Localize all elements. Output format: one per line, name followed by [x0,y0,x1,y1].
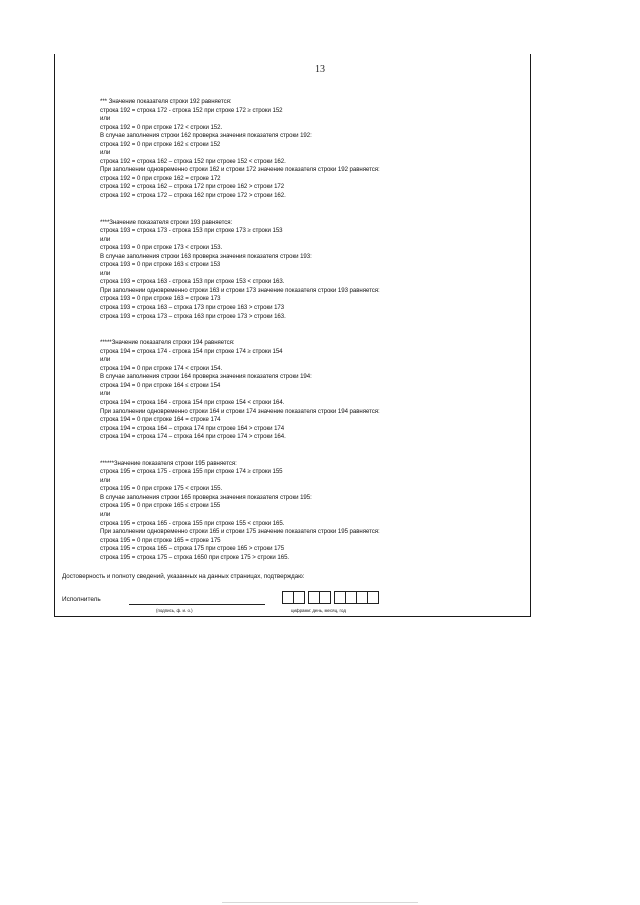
note-line: строка 193 = строка 173 - строка 153 при строке 173 ≥ строки 153 [100,227,283,235]
note-line: строка 194 = строка 164 - строка 154 при строке 154 < строки 164. [100,398,285,406]
note-line: строка 195 = 0 при строке 165 ≤ строки 155 [100,502,221,510]
date-digit-box[interactable] [283,592,294,603]
note-line: строка 195 = строка 165 – строка 175 при строке 165 > строки 175 [100,545,285,553]
note-line: строка 193 = строка 163 - строка 153 при строке 153 < строки 163. [100,278,285,286]
scan-edge-line [222,902,418,903]
note-line: строка 194 = строка 174 – строка 164 при строке 174 > строки 164. [100,433,286,441]
note-line: строка 193 = 0 при строке 173 < строки 153. [100,244,223,252]
note-line: или [100,269,111,277]
note-line: строка 194 = 0 при строке 164 = строке 174 [100,416,221,424]
date-digit-box[interactable] [320,592,330,603]
note-line: строка 192 = строка 172 - строка 152 при строке 172 ≥ строки 152 [100,106,283,114]
note-line: В случае заполнения строки 165 проверка значения показателя строки 195: [100,493,312,501]
note-line: При заполнении одновременно строки 164 и строки 174 значение показателя строки 194 равняется: [100,407,380,415]
date-month-boxes[interactable] [308,591,331,604]
note-line: строка 194 = 0 при строке 164 ≤ строки 154 [100,381,221,389]
note-line: В случае заполнения строки 163 проверка значения показателя строки 193: [100,252,312,260]
page-number: 13 [315,64,325,75]
note-line: строка 192 = строка 172 – строка 162 при строке 172 > строки 162. [100,192,286,200]
note-line: строка 192 = 0 при строке 162 ≤ строки 152 [100,140,221,148]
note-line: или [100,476,111,484]
note-line: строка 193 = 0 при строке 163 ≤ строки 153 [100,261,221,269]
note-line: При заполнении одновременно строки 163 и строки 173 значение показателя строки 193 равняется: [100,286,380,294]
date-field [282,591,379,604]
signature-caption: (подпись, ф. и. о.) [156,608,193,613]
note-line: ******Значение показателя строки 195 равняется: [100,459,237,467]
note-line: *****Значение показателя строки 194 равняется: [100,339,235,347]
note-line: строка 192 = 0 при строке 172 < строки 152. [100,123,223,131]
date-digit-box[interactable] [346,592,357,603]
date-digit-box[interactable] [368,592,378,603]
note-line: При заполнении одновременно строки 162 и строки 172 значение показателя строки 192 равняется: [100,166,380,174]
date-digit-box[interactable] [309,592,320,603]
note-line: строка 195 = строка 175 – строка 1650 при строке 175 > строки 165. [100,553,290,561]
note-line: В случае заполнения строки 162 проверка значения показателя строки 192: [100,132,312,140]
note-line: или [100,356,111,364]
date-digit-box[interactable] [335,592,346,603]
note-line: строка 192 = 0 при строке 162 = строке 172 [100,174,221,182]
date-caption: цифрами: день, месяц, год [291,608,346,613]
note-line: *** Значение показателя строки 192 равняется: [100,98,232,105]
note-line: строка 192 = строка 162 – строка 152 при строке 152 < строки 162. [100,157,286,165]
note-line: или [100,390,111,398]
executor-label: Исполнитель [62,596,101,603]
date-day-boxes[interactable] [282,591,305,604]
note-line: строка 195 = строка 165 - строка 155 при строке 155 < строки 165. [100,519,285,527]
date-digit-box[interactable] [294,592,304,603]
note-line: При заполнении одновременно строки 165 и строки 175 значение показателя строки 195 равняется: [100,528,380,536]
note-line: или [100,510,111,518]
note-line: ****Значение показателя строки 193 равняется: [100,218,233,226]
confirmation-statement: Достоверность и полноту сведений, указанных на данных страницах, подтверждаю: [62,573,305,580]
note-line: В случае заполнения строки 164 проверка значения показателя строки 194: [100,373,312,381]
note-row-194 [100,339,525,442]
note-line: строка 194 = строка 164 – строка 174 при строке 164 > строки 174 [100,424,285,432]
note-line: строка 193 = строка 173 – строка 163 при строке 173 > строки 163. [100,312,286,320]
note-line: или [100,149,111,157]
note-line: или [100,235,111,243]
date-year-boxes[interactable] [334,591,379,604]
date-digit-box[interactable] [357,592,368,603]
note-line: строка 193 = строка 163 – строка 173 при строке 163 > строки 173 [100,304,285,312]
note-line: или [100,115,111,123]
note-row-195 [100,460,525,563]
note-line: строка 193 = 0 при строке 163 = строке 173 [100,295,221,303]
notes-section [100,98,525,562]
note-line: строка 195 = строка 175 - строка 155 при строке 174 ≥ строки 155 [100,468,283,476]
note-line: строка 192 = строка 162 – строка 172 при строке 162 > строки 172 [100,183,285,191]
note-row-192 [100,98,525,201]
signature-field[interactable] [129,604,265,605]
note-line: строка 194 = строка 174 - строка 154 при строке 174 ≥ строки 154 [100,347,283,355]
note-row-193 [100,219,525,322]
note-line: строка 195 = 0 при строке 165 = строке 175 [100,536,221,544]
note-line: строка 194 = 0 при строке 174 < строки 154. [100,364,223,372]
note-line: строка 195 = 0 при строке 175 < строки 155. [100,485,223,493]
